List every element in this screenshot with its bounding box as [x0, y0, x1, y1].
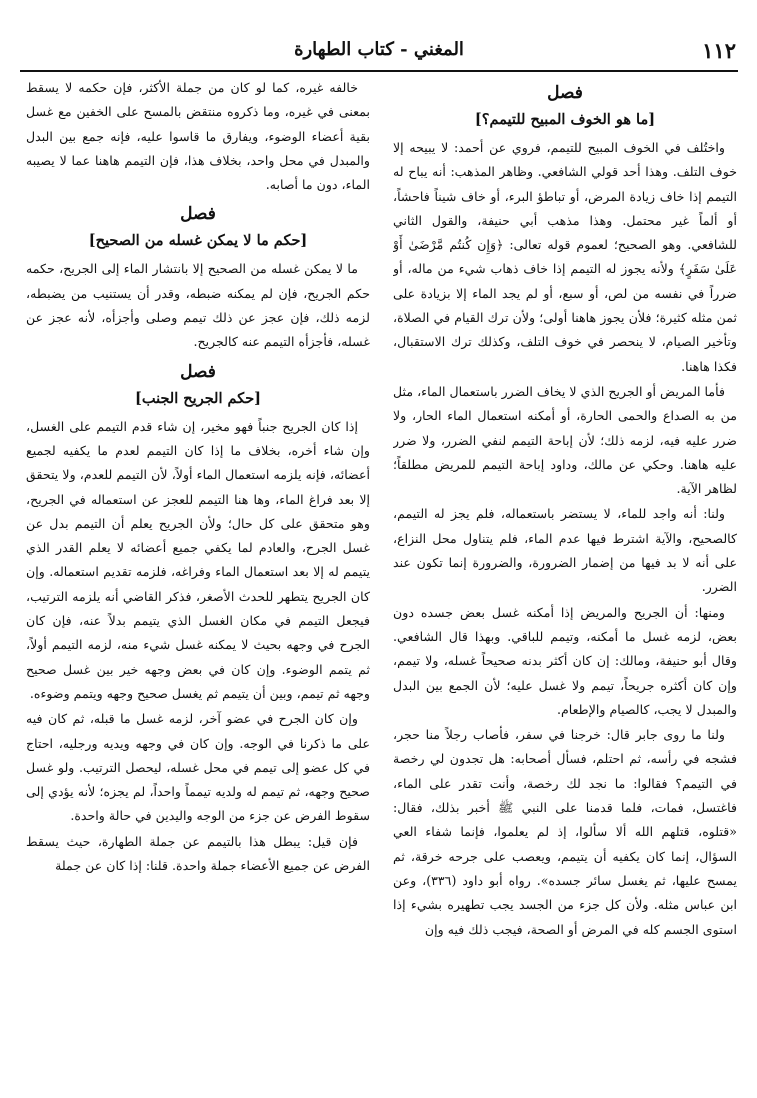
section-heading: فصل: [547, 83, 583, 103]
paragraph: ولنا: أنه واجد للماء، لا يستضر باستعماله، فلم يجز له التيمم، كالصحيح، والآية اشترط فيها عدم الماء، فلم يتناول محل النزاع، على أنه لا بد فيها من إضمار الضرورة، والضرورة إنما تكون عند الضرر.: [393, 506, 737, 595]
left-column: [26, 76, 370, 1086]
page-header: [20, 36, 738, 72]
section-subheading: [حكم الجريح الجنب]: [134, 389, 262, 407]
paragraph: إذا كان الجريح جنباً فهو مخير، إن شاء قدم التيمم على الغسل، وإن شاء أخره، بخلاف ما إذا كان التيمم لعدم ما يكفيه لجميع أعضائه، فإنه يلزمه استعمال الماء أولاً، لأن التيمم للعدم، ولا يتحقق إلا بعد فراغ الماء، وها هنا التيمم للعجز عن استعماله في الجريح، وهو متحقق على كل حال؛ ولأن الجريح يعلم أن التيمم بدل عن غسل الجرح، والعادم لما يكفي جميع أعضائه لا يعلم القدر الذي يتيمم له إلا بعد استعمال الماء وفراغه، فلزمه تقديم استعماله. وإن كان الجريح يتطهر للحدث الأصغر، فذكر القاضي أنه يلزمه الترتيب، فيجعل التيمم في مكان الغسل الذي يتيمم بدلاً عنه، فإن كان الجرح في وجهه بحيث لا يمكنه غسل شيء منه، لزمه التيمم أولاً، ثم يتمم الوضوء. وإن كان في بعض وجهه خير بين غسل صحيح وجهه ثم تيمم، وبين أن يتيمم ثم يغسل صحيح وجهه ويتمم وضوءه.: [26, 418, 370, 701]
paragraph: ولنا ما روى جابر قال: خرجنا في سفر، فأصاب رجلاً منا حجر، فشجه في رأسه، ثم احتلم، فسأل أصحابه: هل تجدون لي رخصة في التيمم؟ فقالوا: ما نجد لك رخصة، وأنت تقدر على الماء، فاغتسل، فمات، فلما قدمنا على النبي ﷺ أخبر بذلك، فقال: «قتلوه، قتلهم الله ألا سألوا، إذ لم يعلموا، فإنما شفاء العي السؤال، إنما كان يكفيه أن يتيمم، ويعصب على جرحه خرقة، ثم يمسح عليها، ثم يغسل سائر جسده». رواه أبو داود (٣٣٦)، وعن ابن عباس مثله. ولأن كل جزء من الجسد يجب تطهيره بشيء إذا استوى الجسم كله في المرض أو الصحة، فيجب ذلك فيه وإن: [393, 727, 737, 937]
paragraph: فأما المريض أو الجريح الذي لا يخاف الضرر باستعمال الماء، مثل من به الصداع والحمى الحارة، أو أمكنه استعمال الماء الحار، ولا ضرر عليه فيه، لزمه ذلك؛ لأن إباحة التيمم لنفي الضرر، ولا ضرر عليه هاهنا. وحكي عن مالك، وداود إباحة التيمم للمريض مطلقاً؛ لظاهر الآية.: [393, 383, 737, 497]
paragraph: وإن كان الجرح في عضو آخر، لزمه غسل ما قبله، ثم كان فيه على ما ذكرنا في الوجه. وإن كان في وجهه ويديه ورجليه، احتاج في كل عضو إلى تيمم في محل غسله، ليحصل الترتيب. ولو غسل صحيح وجهه، ثم تيمم له ولديه تيمماً واحداً، لم يجزه؛ لأنه يؤدي إلى سقوط الفرض عن جزء من الوجه واليدين في حالة واحدة.: [26, 711, 370, 824]
section-heading: فصل: [180, 361, 216, 382]
running-title: المغني - كتاب الطهارة: [294, 39, 464, 60]
paragraph: ما لا يمكن غسله من الصحيح إلا بانتشار الماء إلى الجريح، حكمه حكم الجريح، فإن لم يمكنه ضبطه، وقدر أن يستنيب من يضبطه، لزمه ذلك، فإن عجز عن ذلك تيمم وصلى وأجزأه، لأنه عجز عن غسله، فأجزأه التيمم عنه كالجريح.: [26, 261, 370, 350]
section-subheading: [ما هو الخوف المبيح للتيمم؟]: [474, 111, 656, 128]
page-number: ١١٢: [702, 38, 736, 63]
paragraph: فإن قيل: يبطل هذا بالتيمم عن جملة الطهارة، حيث يسقط الفرض عن جميع الأعضاء جملة واحدة. قلنا: إذا كان عن جملة: [26, 833, 370, 874]
paragraph: واختُلف في الخوف المبيح للتيمم، فروي عن أحمد: لا يبيحه إلا خوف التلف. وهذا أحد قولي الشافعي. وظاهر المذهب: أنه يباح له التيمم إذا خاف زيادة المرض، أو تباطؤ البرء، أو خاف شيناً فاحشاً، أو ألماً غير محتمل. وهذا مذهب أبي حنيفة، والقول الثاني للشافعي. وهو الصحيح؛ لعموم قوله تعالى: ﴿وَإِن كُنتُم مَّرْضَىٰ أَوْ عَلَىٰ سَفَرٍ﴾ ولأنه يجوز له التيمم إذا خاف ذهاب شيء من ماله، أو ضرراً في نفسه من لص، أو سبع، أو لم يجد الماء إلا بزيادة على ثمن مثله كثيرة؛ فلأن يجوز هاهنا أولى؛ ولأن ترك القيام في الصلاة، وتأخير الصيام، لا ينحصر في خوف التلف، وكذلك ترك الاستقبال، فكذا هاهنا.: [393, 140, 737, 374]
paragraph: ومنها: أن الجريح والمريض إذا أمكنه غسل بعض جسده دون بعض، لزمه غسل ما أمكنه، وتيمم للباقي. وبهذا قال الشافعي. وقال أبو حنيفة، ومالك: إن كان أكثر بدنه صحيحاً غسله، ولا تيمم، وإن كان أكثره جريحاً، تيمم ولا غسل عليه؛ لأن الجمع بين البدل والمبدل لا يجب، كالصيام والإطعام.: [393, 604, 737, 717]
right-column: [393, 76, 737, 1086]
section-subheading: [حكم ما لا يمكن غسله من الصحيح]: [88, 232, 308, 250]
section-heading: فصل: [180, 204, 216, 225]
paragraph-continued: خالفه غيره، كما لو كان من جملة الأكثر، فإن حكمه لا يسقط بمعنى في غيره، وما ذكروه منتقض بالمسح على الخفين مع غسل بقية أعضاء الوضوء، ويفارق ما قاسوا عليه، فإنه جمع بين البدل والمبدل في محل واحد، بخلاف هذا، فإن التيمم هاهنا عما لا يصيبه الماء، دون ما أصابه.: [26, 80, 370, 193]
